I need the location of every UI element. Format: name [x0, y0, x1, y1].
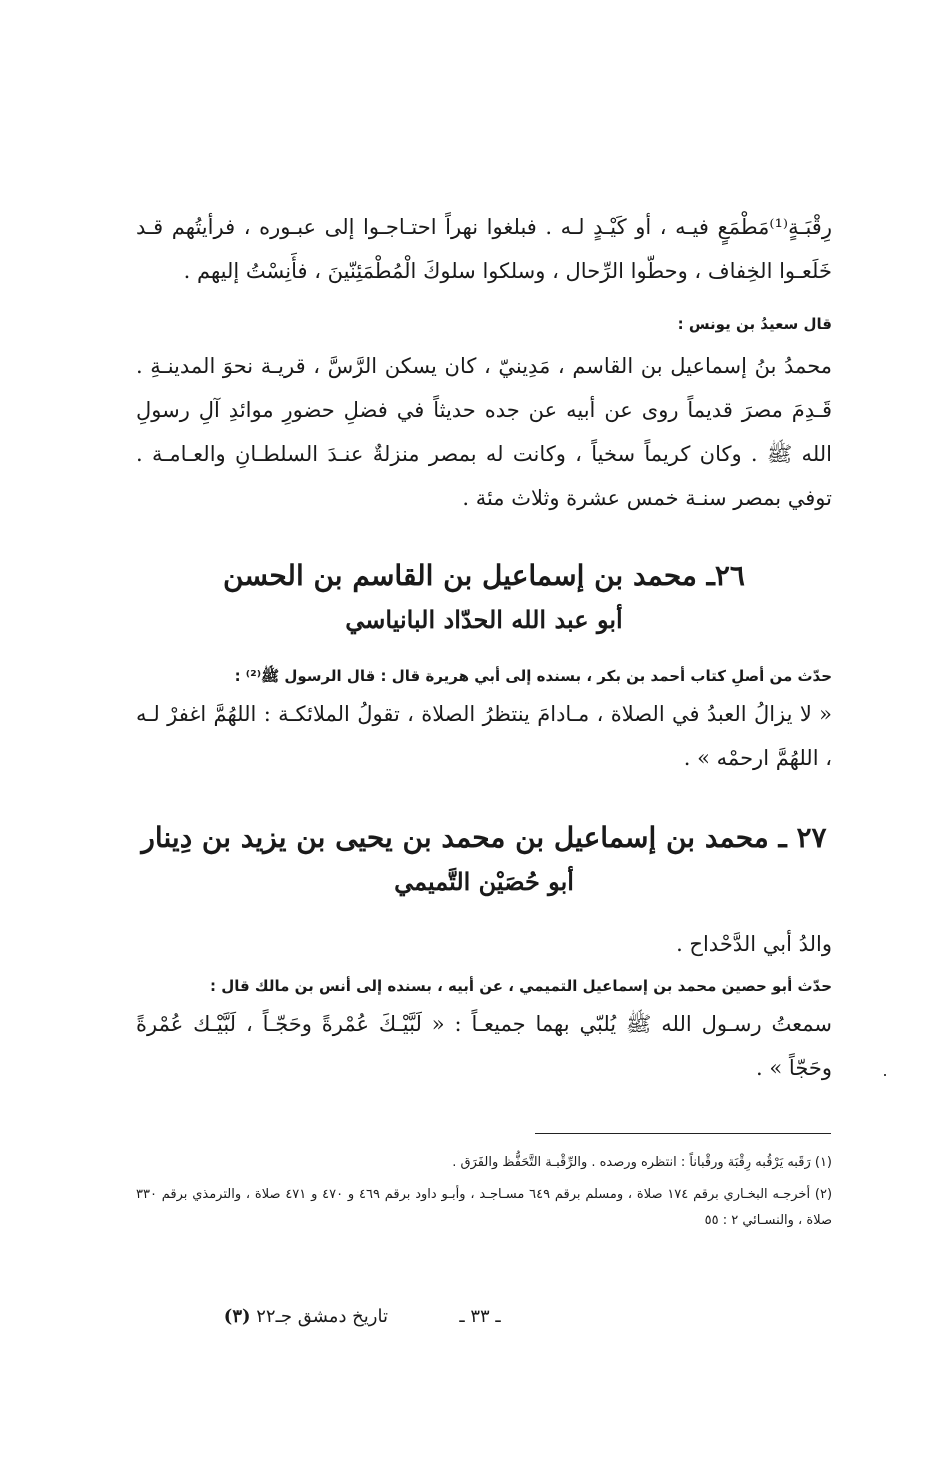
entry-27-lead: حدّث أبو حصين محمد بن إسماعيل التميمي ، عن أبيه ، بسنده إلى أنس بن مالك قال : — [209, 977, 832, 995]
entry-27-text: سمعتُ رسـول الله ﷺ يُلبّي بهما جميعـاً : « لَبَّيْـكَ عُمْرةً وحَجّـاً ، لَبَّيْـك عُمْرةً وحَجّاً » . — [136, 1012, 832, 1080]
entry-25-lead: قال سعيدُ بن يونس : — [677, 315, 832, 333]
entry-27-title: ٢٧ ـ محمد بن إسماعيل بن محمد بن يحيى بن يزيد بن دِينار — [141, 821, 827, 854]
entry-27-subtitle: أبو حُصَيْن التَّميمي — [394, 867, 574, 896]
source-reference — [138, 1306, 388, 1327]
source-volume: (٣) — [223, 1306, 251, 1327]
footnote-rule — [535, 1133, 831, 1134]
footnote-1: (١) رَقَبه يَرْقُبه رِقْبَة ورقْباناً : انتظره ورصده . والرِّقْبـة التَّحَفُّظ والفَرَق . — [452, 1155, 832, 1170]
scan-speck — [884, 1074, 886, 1076]
page-number: ـ ٣٣ ـ — [459, 1306, 501, 1327]
intro-paragraph — [136, 205, 832, 293]
entry-27-note: والدُ أبي الدَّحْداح . — [676, 932, 832, 956]
entry-27 — [136, 922, 832, 1090]
footnotes — [136, 1150, 832, 1234]
footnote-2: (٢) أخرجـه البخـاري برقم ١٧٤ صلاة ، ومسلم برقم ٦٤٩ مسـاجـد ، وأبـو داود برقم ٤٦٩ و ٤٧٠ و ٤٧١ صلاة ، والترمذي برقم ٣٣٠ صلاة ، والنسـائي ٢ : ٥٥ — [136, 1187, 833, 1228]
entry-25 — [136, 312, 832, 520]
entry-25-text: محمدُ بنُ إسماعيل بن القاسم ، مَدِينيّ ، كان يسكن الرَّسَّ ، قريـة نحوَ المدينـةِ . قَـدِمَ مصرَ قديماً روى عن أبيه عن جده حديثاً في فضلِ حضورِ موائدِ آلِ رسولِ الله ﷺ . وكان كريماً سخياً ، وكانت له بمصر منزلةٌ عنـدَ السلطـانِ والعـامـة . توفي بمصر سنـة خمس عشرة وثلاث مئة . — [136, 354, 832, 510]
entry-26-title: ٢٦ـ محمد بن إسماعيل بن القاسم بن الحسن — [223, 559, 745, 592]
source-title: تاريخ دمشق جـ٢٢ — [256, 1306, 388, 1327]
intro-text: رِقْبَـةٍ⁽¹⁾مَطْمَعٍ فيـه ، أو كَيْـدٍ لـه . فبلغوا نهراً احتـاجـوا إلى عبـوره ، فرأيتُهم قـد خَلَعـوا الخِفاف ، وحطّوا الرِّحال ، وسلكوا سلوكَ الْمُطْمَئِنّينَ ، فأَنِسْتُ إليهم . — [136, 215, 832, 283]
entry-26-subtitle: أبو عبد الله الحدّاد البانياسي — [345, 605, 623, 634]
entry-26-text: « لا يزالُ العبدُ في الصلاة ، مـادامَ ينتظرُ الصلاة ، تقولُ الملائكـة : اللهُمَّ اغفرْ لـه ، اللهُمَّ ارحمْه » . — [136, 702, 832, 770]
entry-26-lead: حدّث من أصلِ كتاب أحمد بن بكر ، بسنده إلى أبي هريرة قال : قال الرسول ﷺ⁽²⁾ : — [234, 667, 832, 685]
entry-26 — [136, 664, 832, 780]
